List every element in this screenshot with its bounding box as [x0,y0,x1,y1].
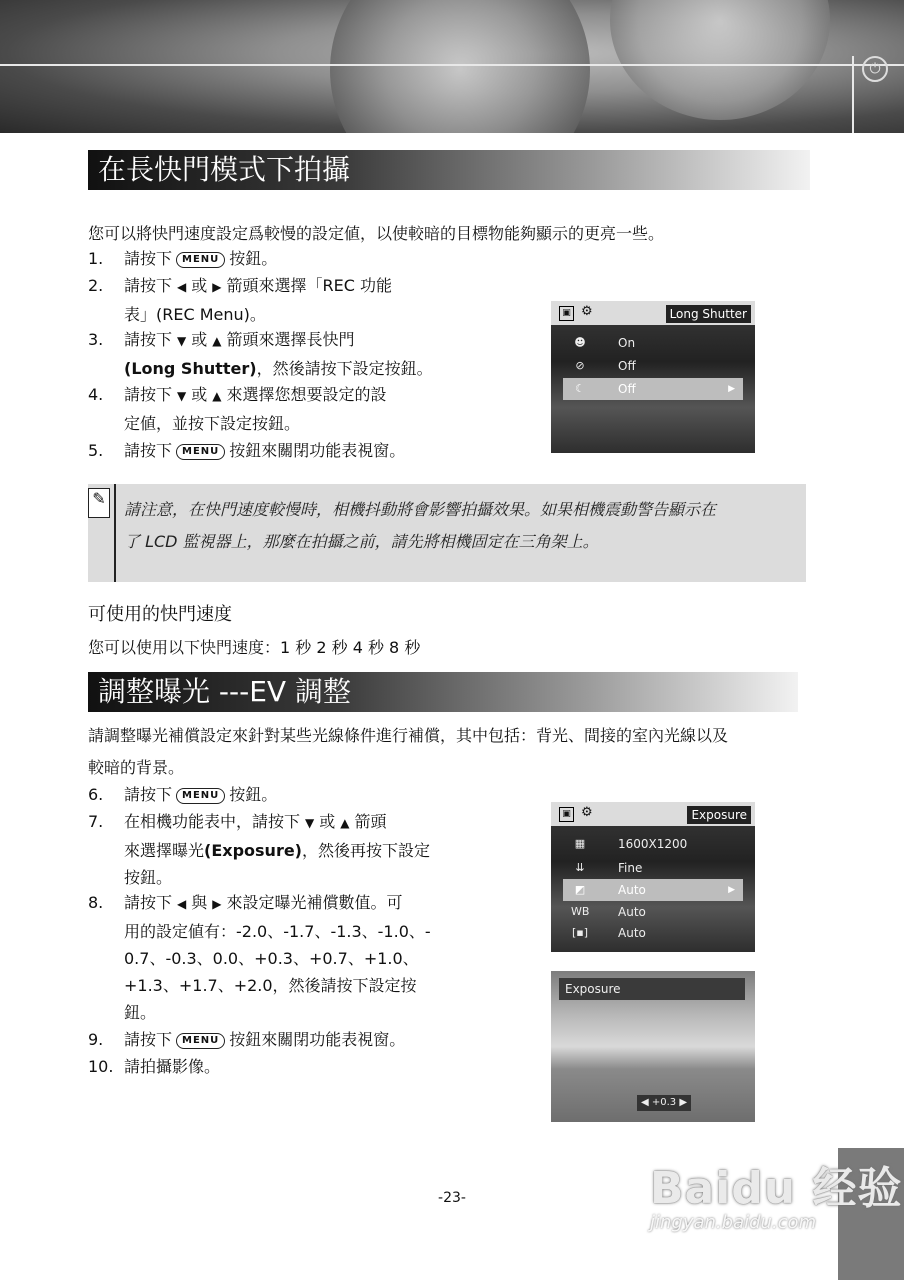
step-text: 或 [319,812,336,831]
step-text: 請按下 [124,249,173,268]
step-text: 定値，並按下設定按鈕。 [124,414,301,433]
row-value: 1600X1200 [618,837,688,851]
step-text: 表」(REC Menu)。 [124,305,266,324]
step-text: ，然後再按下設定 [302,841,431,860]
speeds-text: 您可以使用以下快門速度：1 秒 2 秒 4 秒 8 秒 [88,638,421,657]
step-number: 10. [88,1057,114,1076]
exposure-title-bar: Exposure [559,978,745,1000]
section2-intro-line1: 請調整曝光補償設定來針對某些光線條件進行補償，其中包括：背光、間接的室內光線以及 [88,726,729,745]
step-text: 請按下 [124,330,173,349]
step-text: 0.7、-0.3、0.0、+0.3、+0.7、+1.0、 [124,949,419,968]
step-text-bold: (Long Shutter) [124,359,257,378]
section1-intro: 您可以將快門速度設定爲較慢的設定値，以使較暗的目標物能夠顯示的更亮一些。 [88,224,665,243]
power-icon: ⏻ [862,56,888,82]
step-text: 按鈕來關閉功能表視窗。 [229,441,406,460]
camera-dial-graphic [610,0,830,120]
camera-menu-icon: ▣ [559,306,574,321]
step-text: 請按下 [124,276,173,295]
left-arrow-icon: ◀ [641,1097,649,1108]
up-arrow-icon: ▲ [212,389,222,403]
camera-lens-graphic [330,0,590,133]
step-number: 4. [88,385,104,404]
step-text: 與 [191,893,208,912]
right-arrow-icon: ▶ [212,280,222,294]
header-banner [0,0,904,133]
screen-tab-label: Exposure [687,806,751,824]
row-value: Auto [618,926,646,940]
step-text: 在相機功能表中，請按下 [124,812,301,831]
camera-menu-icon: ▣ [559,807,574,822]
step-text: 或 [191,385,208,404]
step-text: 請按下 [124,1030,173,1049]
row-value: Auto [618,905,646,919]
note-text [124,494,794,558]
step-number: 8. [88,893,104,912]
step-number: 2. [88,276,104,295]
note-divider [114,484,116,582]
wb-icon: WB [571,905,590,918]
step-text: 鈕。 [124,1003,157,1022]
step-text: 請按下 [124,385,173,404]
step-text: ，然後請按下設定按鈕。 [256,359,433,378]
person-icon: ☻ [574,336,586,349]
quality-icon: ⇊ [575,861,585,874]
step-text: 按鈕。 [229,249,278,268]
right-arrow-icon: ▶ [728,885,735,895]
step-text: 按鈕。 [229,785,278,804]
menu-key-icon: MENU [176,444,225,460]
ev-value: +0.3 [651,1097,677,1108]
step-text: 請按下 [124,785,173,804]
screen-menu-row [563,901,743,923]
step-text: 來設定曝光補償數值。可 [226,893,403,912]
step-text: 箭頭來選擇「REC 功能 [226,276,392,295]
menu-key-icon: MENU [176,252,225,268]
camera-screen-exposure-adjust [551,971,755,1122]
moon-icon: ☾ [575,382,585,395]
right-arrow-icon: ▶ [679,1097,688,1108]
step-text: 或 [191,276,208,295]
page-number: -23- [438,1190,466,1206]
left-arrow-icon: ◀ [177,280,187,294]
ev-value-indicator [637,1095,691,1111]
screen-tab-label: Long Shutter [666,305,751,323]
step-text: 請拍攝影像。 [124,1057,221,1076]
step-text: 按鈕。 [124,868,173,887]
step-text: 來選擇曝光 [124,841,205,860]
screen-menu-row [563,332,743,354]
step-text: 按鈕來關閉功能表視窗。 [229,1030,406,1049]
section-title-long-shutter: 在長快門模式下拍攝 [88,150,810,190]
camera-screen-long-shutter [551,301,755,453]
up-arrow-icon: ▲ [340,816,350,830]
setup-tool-icon: ⚙ [581,805,593,820]
no-flash-icon: ⊘ [575,359,585,372]
step-number: 5. [88,441,104,460]
menu-key-icon: MENU [176,788,225,804]
resolution-icon: ▦ [574,837,586,850]
screen-menu-row-selected [563,378,743,400]
step-text: +1.3、+1.7、+2.0，然後請按下設定按 [124,976,417,995]
screen-menu-row [563,857,743,879]
step-text-bold: (Exposure) [204,841,302,860]
left-arrow-icon: ◀ [177,897,187,911]
header-vertical-divider [852,56,854,133]
step-number: 7. [88,812,104,831]
note-icon: ✎ [88,488,110,518]
up-arrow-icon: ▲ [212,334,222,348]
down-arrow-icon: ▼ [177,389,187,403]
screen-menu-row [563,355,743,377]
speeds-heading: 可使用的快門速度 [88,604,232,625]
watermark-url: jingyan.baidu.com [650,1212,817,1233]
step-number: 1. [88,249,104,268]
screen-menu-bar [551,802,755,826]
step-text: 請按下 [124,893,173,912]
right-arrow-icon: ▶ [728,384,735,394]
camera-screen-exposure-menu [551,802,755,952]
right-arrow-icon: ▶ [212,897,222,911]
step-text: 箭頭來選擇長快門 [226,330,355,349]
metering-icon: [▪] [571,926,589,939]
step-text: 來選擇您想要設定的設 [226,385,387,404]
note-line: 了 LCD 監視器上，那麼在拍攝之前，請先將相機固定在三角架上。 [124,532,599,551]
exposure-icon: ◩ [574,883,586,896]
menu-key-icon: MENU [176,1033,225,1049]
row-value: On [618,336,636,350]
note-line: 請注意，在快門速度較慢時，相機抖動將會影響拍攝效果。如果相機震動警告顯示在 [124,500,717,519]
screen-menu-row-selected [563,879,743,901]
row-value: Off [618,382,636,396]
down-arrow-icon: ▼ [305,816,315,830]
section-title-exposure: 調整曝光 ---EV 調整 [88,672,798,712]
section2-intro-line2: 較暗的背景。 [88,758,185,777]
step-number: 3. [88,330,104,349]
header-divider [0,64,904,66]
row-value: Auto [618,883,646,897]
screen-menu-bar [551,301,755,325]
setup-tool-icon: ⚙ [581,304,593,319]
down-arrow-icon: ▼ [177,334,187,348]
step-text: 或 [191,330,208,349]
screen-menu-row [563,922,743,944]
screen-menu-row [563,833,743,855]
step-text: 用的設定値有：-2.0、-1.7、-1.3、-1.0、- [124,922,431,941]
step-text: 請按下 [124,441,173,460]
note-box [88,484,806,582]
step-number: 9. [88,1030,104,1049]
watermark-logo: Baidu 经验 [650,1163,903,1214]
step-number: 6. [88,785,104,804]
row-value: Fine [618,861,643,875]
row-value: Off [618,359,636,373]
step-text: 箭頭 [354,812,387,831]
